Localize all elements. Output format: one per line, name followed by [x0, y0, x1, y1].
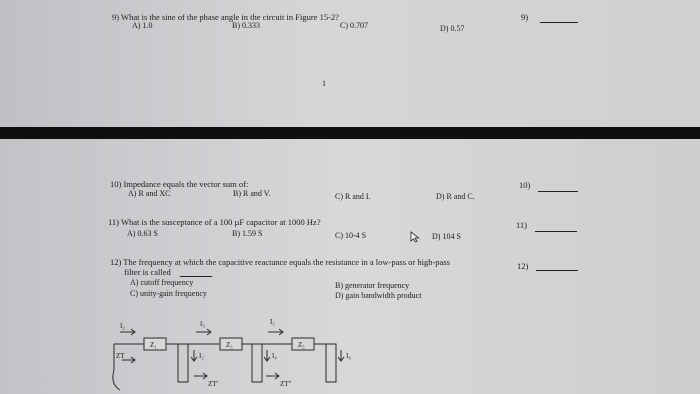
- question-11-option-c: C) 10-4 S: [335, 231, 367, 240]
- ladder-circuit-diagram: [100, 310, 360, 394]
- label-z3: Z₃: [226, 341, 233, 349]
- question-9-option-b: B) 0.333: [232, 21, 260, 30]
- label-i2-top: I₂: [120, 322, 125, 330]
- label-zt-double-prime: ZT": [280, 380, 292, 388]
- question-9-option-c: C) 0.707: [340, 21, 368, 30]
- question-10-option-b: B) R and V.: [233, 189, 271, 198]
- shunt-branch-6: [326, 344, 336, 382]
- question-9-answer-label: 9): [521, 12, 529, 22]
- shunt-branch-4: [252, 344, 262, 382]
- question-11-answer-label: 11): [516, 220, 528, 230]
- question-12-answer-label: 12): [517, 261, 529, 271]
- label-i6: I₆: [346, 352, 351, 360]
- question-9-option-a: A) 1.0: [132, 21, 153, 30]
- question-12-option-b: B) generator frequency: [335, 281, 410, 290]
- question-12-option-c: C) unity-gain frequency: [130, 289, 207, 298]
- question-12-answer-blank[interactable]: [536, 270, 578, 271]
- question-9-answer-blank[interactable]: [540, 22, 578, 23]
- label-i2: I₂: [199, 352, 204, 360]
- question-9-prompt: 9) What is the sine of the phase angle in the circuit in Figure 15-2?: [112, 12, 339, 22]
- question-10-option-d: D) R and C.: [436, 192, 475, 201]
- question-12-prompt-line-1: 12) The frequency at which the capacitive reactance equals the resistance in a low-pass or high-pass: [110, 257, 450, 267]
- label-zt-prime: ZT': [208, 380, 218, 388]
- label-i5: I₅: [270, 318, 275, 326]
- question-11-option-b: B) 1.59 S: [232, 229, 263, 238]
- label-zt: ZT: [116, 352, 125, 360]
- question-11-answer-blank[interactable]: [535, 231, 577, 232]
- label-z5: Z₅: [298, 341, 305, 349]
- question-11-option-d: D) 104 S: [432, 232, 461, 241]
- question-10-option-a: A) R and XC: [128, 189, 171, 198]
- shunt-branch-2: [178, 344, 188, 382]
- question-9-option-d: D) 0.57: [440, 24, 465, 33]
- question-10-option-c: C) R and I.: [335, 192, 371, 201]
- question-10-answer-label: 10): [519, 180, 531, 190]
- question-12-prompt-line-2: filter is called: [124, 267, 171, 277]
- question-12-option-d: D) gain bandwidth product: [335, 291, 422, 300]
- question-10-answer-blank[interactable]: [538, 191, 578, 192]
- upper-sheet: [0, 0, 700, 127]
- label-z1: Z₁: [150, 341, 157, 349]
- label-i3: I₃: [200, 320, 205, 328]
- mouse-pointer-icon: [410, 231, 422, 243]
- page-number: 1: [322, 79, 326, 88]
- question-12-option-a: A) cutoff frequency: [130, 278, 194, 287]
- source-lead: [113, 344, 120, 390]
- sheet-gap-shadow: [0, 127, 700, 139]
- question-10-prompt: 10) Impedance equals the vector sum of:: [110, 179, 249, 189]
- label-i4: I₄: [272, 352, 277, 360]
- question-11-option-a: A) 0.63 S: [127, 229, 158, 238]
- question-11-prompt: 11) What is the susceptance of a 100 µF capacitor at 1000 Hz?: [108, 217, 321, 227]
- question-12-inline-blank: [180, 276, 212, 277]
